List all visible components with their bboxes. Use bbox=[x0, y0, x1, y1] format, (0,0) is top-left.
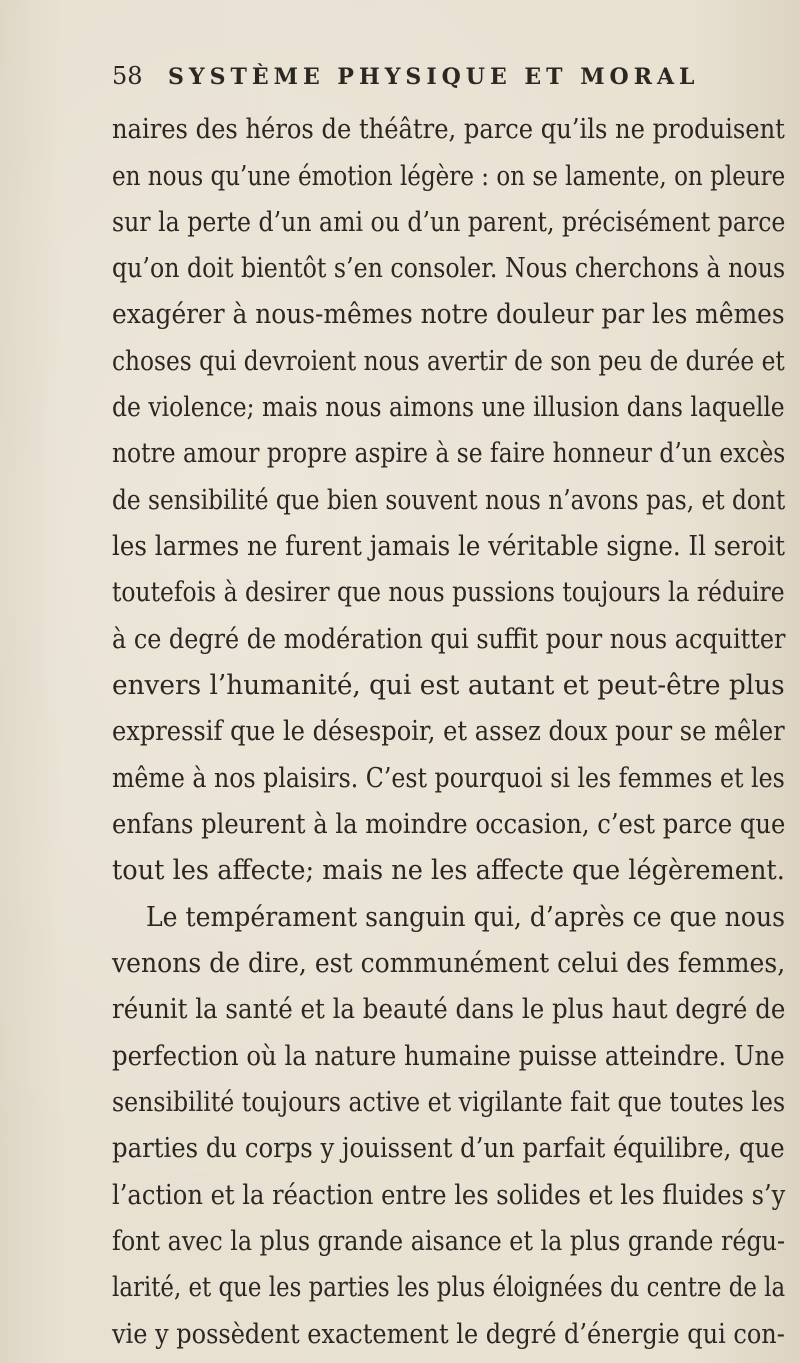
text-line: de sensibilité que bien souvent nous n’avons pas, et dont bbox=[112, 485, 786, 516]
text-line: parties du corps y jouissent d’un parfait équilibre, que bbox=[112, 1133, 785, 1164]
text-line: toutefois à desirer que nous pussions toujours la réduire bbox=[112, 577, 785, 608]
text-line: tout les affecte; mais ne les affecte que légèrement. bbox=[112, 855, 785, 886]
text-line: exagérer à nous-mêmes notre douleur par les mêmes bbox=[112, 299, 785, 330]
text-line: enfans pleurent à la moindre occasion, c’est parce que bbox=[112, 809, 786, 840]
text-line: à ce degré de modération qui suffit pour nous acquitter bbox=[112, 624, 786, 655]
paragraph-start-line: Le tempérament sanguin qui, d’après ce que nous bbox=[146, 902, 786, 933]
text-line: naires des héros de théâtre, parce qu’ils ne produisent bbox=[112, 114, 785, 145]
text-line: venons de dire, est communément celui des femmes, bbox=[112, 948, 786, 979]
text-line: en nous qu’une émotion légère : on se lamente, on pleure bbox=[112, 161, 786, 192]
page-number: 58 bbox=[112, 62, 143, 90]
text-line: sur la perte d’un ami ou d’un parent, précisément parce bbox=[112, 207, 786, 238]
running-title: SYSTÈME PHYSIQUE ET MORAL bbox=[168, 64, 700, 90]
text-line: expressif que le désespoir, et assez doux pour se mêler bbox=[112, 716, 785, 747]
text-line: font avec la plus grande aisance et la plus grande régu- bbox=[112, 1226, 786, 1257]
text-line: les larmes ne furent jamais le véritable signe. Il seroit bbox=[112, 531, 786, 562]
text-line: l’action et la réaction entre les solides et les fluides s’y bbox=[112, 1180, 786, 1211]
text-line: envers l’humanité, qui est autant et peut-être plus bbox=[112, 670, 785, 701]
text-line: perfection où la nature humaine puisse atteindre. Une bbox=[112, 1041, 785, 1072]
page-header bbox=[112, 62, 712, 96]
text-line: notre amour propre aspire à se faire honneur d’un excès bbox=[112, 438, 786, 469]
text-line: vie y possèdent exactement le degré d’énergie qui con- bbox=[112, 1319, 785, 1350]
text-line: même à nos plaisirs. C’est pourquoi si les femmes et les bbox=[112, 763, 785, 794]
text-line: de violence; mais nous aimons une illusion dans laquelle bbox=[112, 392, 785, 423]
text-line: larité, et que les parties les plus éloignées du centre de la bbox=[112, 1272, 786, 1303]
text-line: sensibilité toujours active et vigilante fait que toutes les bbox=[112, 1087, 786, 1118]
text-line: réunit la santé et la beauté dans le plus haut degré de bbox=[112, 994, 786, 1025]
text-line: choses qui devroient nous avertir de son peu de durée et bbox=[112, 346, 785, 377]
text-line: qu’on doit bientôt s’en consoler. Nous cherchons à nous bbox=[112, 253, 786, 284]
